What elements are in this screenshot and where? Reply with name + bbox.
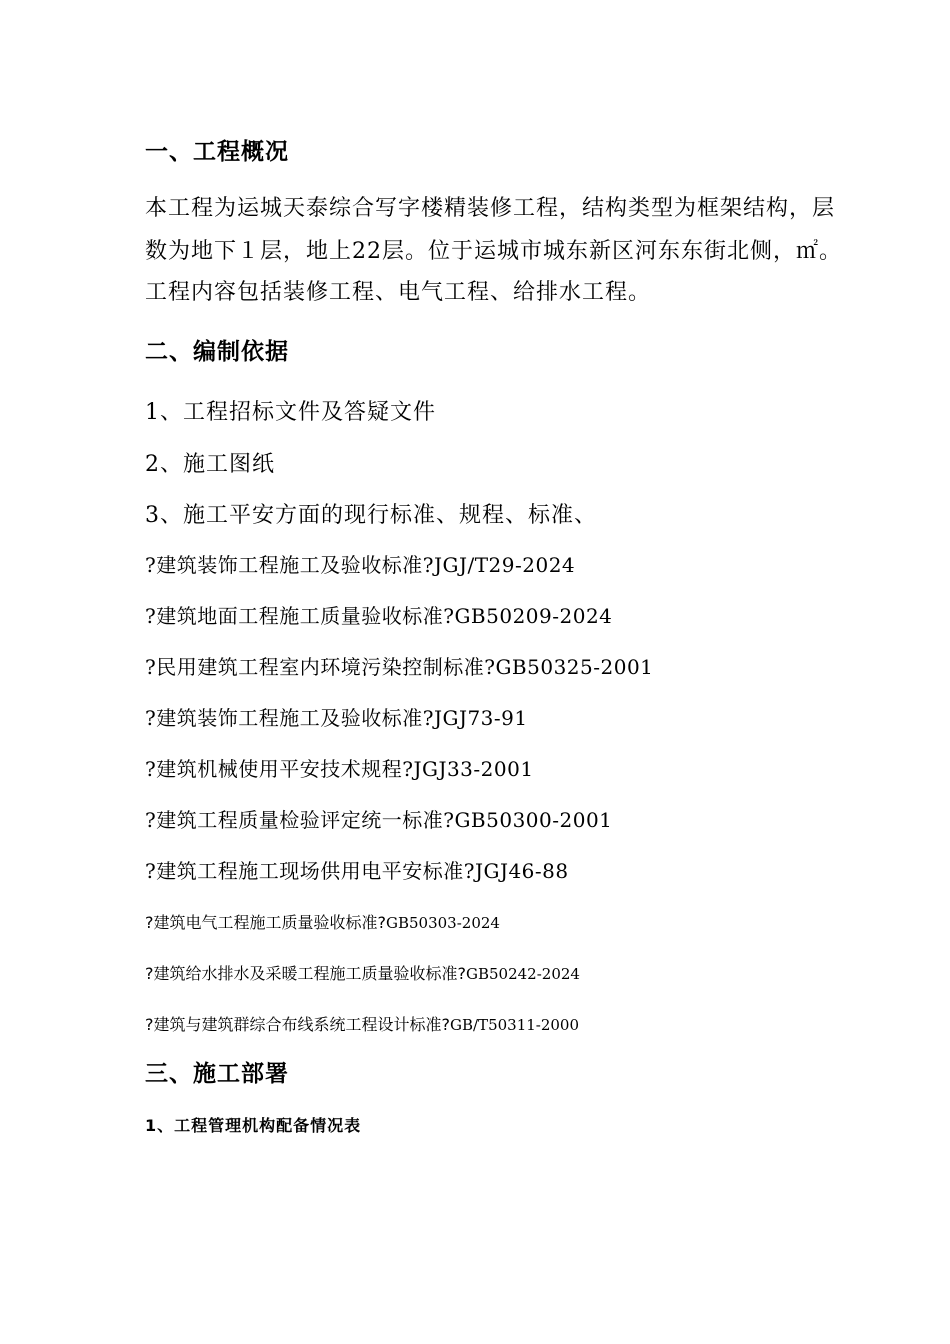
overview-paragraph-line: 本工程为运城天泰综合写字楼精装修工程，结构类型为框架结构，层 bbox=[145, 196, 836, 221]
section-heading-overview: 一、工程概况 bbox=[145, 139, 289, 165]
standard-name: ?建筑与建筑群综合布线系统工程设计标准? bbox=[145, 1015, 450, 1034]
basis-list-item: 2、施工图纸 bbox=[145, 452, 275, 477]
basis-list-item: 3、施工平安方面的现行标准、规程、标准、 bbox=[145, 503, 597, 528]
standard-name: ?建筑给水排水及采暖工程施工质量验收标准? bbox=[145, 964, 466, 983]
standard-reference: ?建筑工程质量检验评定统一标准?GB50300-2001 bbox=[145, 808, 613, 832]
standard-reference: ?建筑装饰工程施工及验收标准?JGJ73-91 bbox=[145, 706, 528, 730]
standard-name: ?建筑电气工程施工质量验收标准? bbox=[145, 913, 386, 932]
section-heading-basis: 二、编制依据 bbox=[145, 339, 289, 365]
overview-paragraph-line: 工程内容包括装修工程、电气工程、给排水工程。 bbox=[145, 280, 652, 305]
standard-code: GB50242-2024 bbox=[466, 965, 580, 983]
subsection-heading: 1、工程管理机构配备情况表 bbox=[145, 1116, 362, 1135]
standard-code: GB50303-2024 bbox=[386, 914, 500, 932]
standard-reference-small bbox=[145, 961, 580, 984]
basis-list-item: 1、工程招标文件及答疑文件 bbox=[145, 400, 436, 425]
standard-reference: ?建筑装饰工程施工及验收标准?JGJ/T29-2024 bbox=[145, 553, 576, 577]
standard-reference: ?民用建筑工程室内环境污染控制标准?GB50325-2001 bbox=[145, 655, 654, 679]
standard-reference-small bbox=[145, 1012, 579, 1035]
standard-reference-small bbox=[145, 910, 500, 933]
overview-paragraph-line: 数为地下１层，地上22层。位于运城市城东新区河东东街北侧，㎡。 bbox=[145, 239, 842, 264]
section-heading-deployment: 三、施工部署 bbox=[145, 1061, 289, 1087]
standard-reference: ?建筑工程施工现场供用电平安标准?JGJ46-88 bbox=[145, 859, 569, 883]
standard-reference: ?建筑地面工程施工质量验收标准?GB50209-2024 bbox=[145, 604, 613, 628]
standard-code: GB/T50311-2000 bbox=[450, 1016, 580, 1034]
standard-reference: ?建筑机械使用平安技术规程?JGJ33-2001 bbox=[145, 757, 534, 781]
